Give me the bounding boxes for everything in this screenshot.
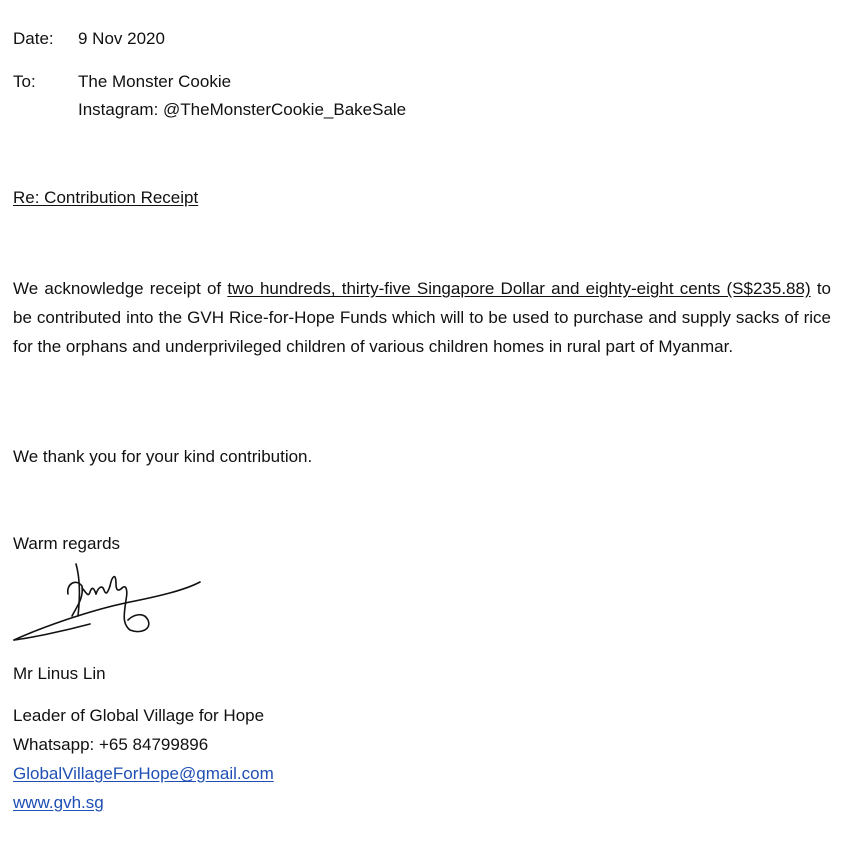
- signer-name: Mr Linus Lin: [13, 664, 106, 683]
- handwritten-signature: [10, 558, 210, 648]
- contribution-amount: two hundreds, thirty-five Singapore Dollar and eighty-eight cents (S$235.88): [227, 279, 811, 298]
- email-link[interactable]: GlobalVillageForHope@gmail.com: [13, 764, 274, 783]
- date-label: Date:: [13, 29, 54, 48]
- subject-line: Re: Contribution Receipt: [13, 188, 199, 207]
- website-link[interactable]: www.gvh.sg: [13, 793, 104, 812]
- body-paragraph: [13, 274, 831, 361]
- body-intro: We acknowledge receipt of: [13, 279, 228, 298]
- date-value: 9 Nov 2020: [78, 29, 165, 48]
- to-label: To:: [13, 72, 36, 91]
- thanks-line: We thank you for your kind contribution.: [13, 447, 313, 466]
- signer-role: Leader of Global Village for Hope: [13, 706, 265, 725]
- recipient-name: The Monster Cookie: [78, 72, 232, 91]
- whatsapp-contact: Whatsapp: +65 84799896: [13, 735, 209, 754]
- recipient-instagram: Instagram: @TheMonsterCookie_BakeSale: [78, 100, 407, 119]
- body-rest: to be contributed into the GVH Rice-for-Hope Funds which will to be used to purchase and supply sacks of rice for the orphans and underprivileged children of various children homes in rural part of Myanmar.: [13, 279, 831, 356]
- closing-line: Warm regards: [13, 534, 121, 553]
